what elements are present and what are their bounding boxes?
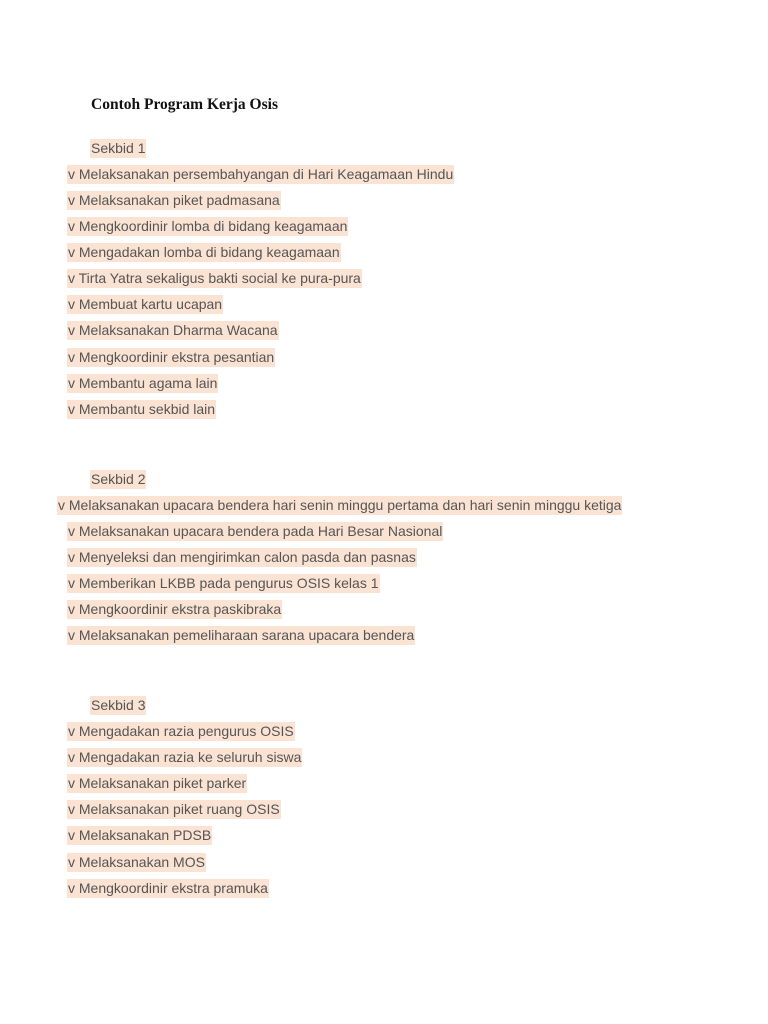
list-item: v Mengadakan razia ke seluruh siswa — [68, 749, 302, 765]
section-heading: Sekbid 3 — [91, 697, 146, 713]
list-item: v Melaksanakan PDSB — [68, 827, 212, 843]
list-item: v Menyeleksi dan mengirimkan calon pasda dan pasnas — [68, 549, 416, 565]
list-item: v Mengkoordinir ekstra paskibraka — [68, 601, 282, 617]
list-item: v Melaksanakan upacara bendera pada Hari Besar Nasional — [68, 523, 443, 539]
list-item: v Mengkoordinir lomba di bidang keagamaan — [68, 218, 348, 234]
list-item: v Membuat kartu ucapan — [68, 296, 223, 312]
list-item: v Membantu agama lain — [68, 375, 218, 391]
list-item: v Membantu sekbid lain — [68, 401, 216, 417]
list-item: v Melaksanakan piket parker — [68, 775, 247, 791]
list-item: v Memberikan LKBB pada pengurus OSIS kelas 1 — [68, 575, 379, 591]
list-item: v Melaksanakan piket padmasana — [68, 192, 280, 208]
list-item: v Mengkoordinir ekstra pesantian — [68, 349, 275, 365]
list-item: v Melaksanakan upacara bendera hari senin minggu pertama dan hari senin minggu ketiga — [58, 497, 622, 513]
list-item: v Melaksanakan piket ruang OSIS — [68, 801, 280, 817]
section-heading: Sekbid 1 — [91, 140, 146, 156]
list-item: v Melaksanakan MOS — [68, 854, 205, 870]
document-title: Contoh Program Kerja Osis — [91, 96, 278, 113]
list-item: v Melaksanakan pemeliharaan sarana upacara bendera — [68, 627, 415, 643]
list-item: v Melaksanakan Dharma Wacana — [68, 322, 278, 338]
list-item: v Mengadakan lomba di bidang keagamaan — [68, 244, 340, 260]
list-item: v Mengadakan razia pengurus OSIS — [68, 723, 294, 739]
list-item: v Mengkoordinir ekstra pramuka — [68, 880, 268, 896]
list-item: v Melaksanakan persembahyangan di Hari Keagamaan Hindu — [68, 166, 454, 182]
list-item: v Tirta Yatra sekaligus bakti social ke pura-pura — [68, 270, 361, 286]
section-heading: Sekbid 2 — [91, 471, 146, 487]
